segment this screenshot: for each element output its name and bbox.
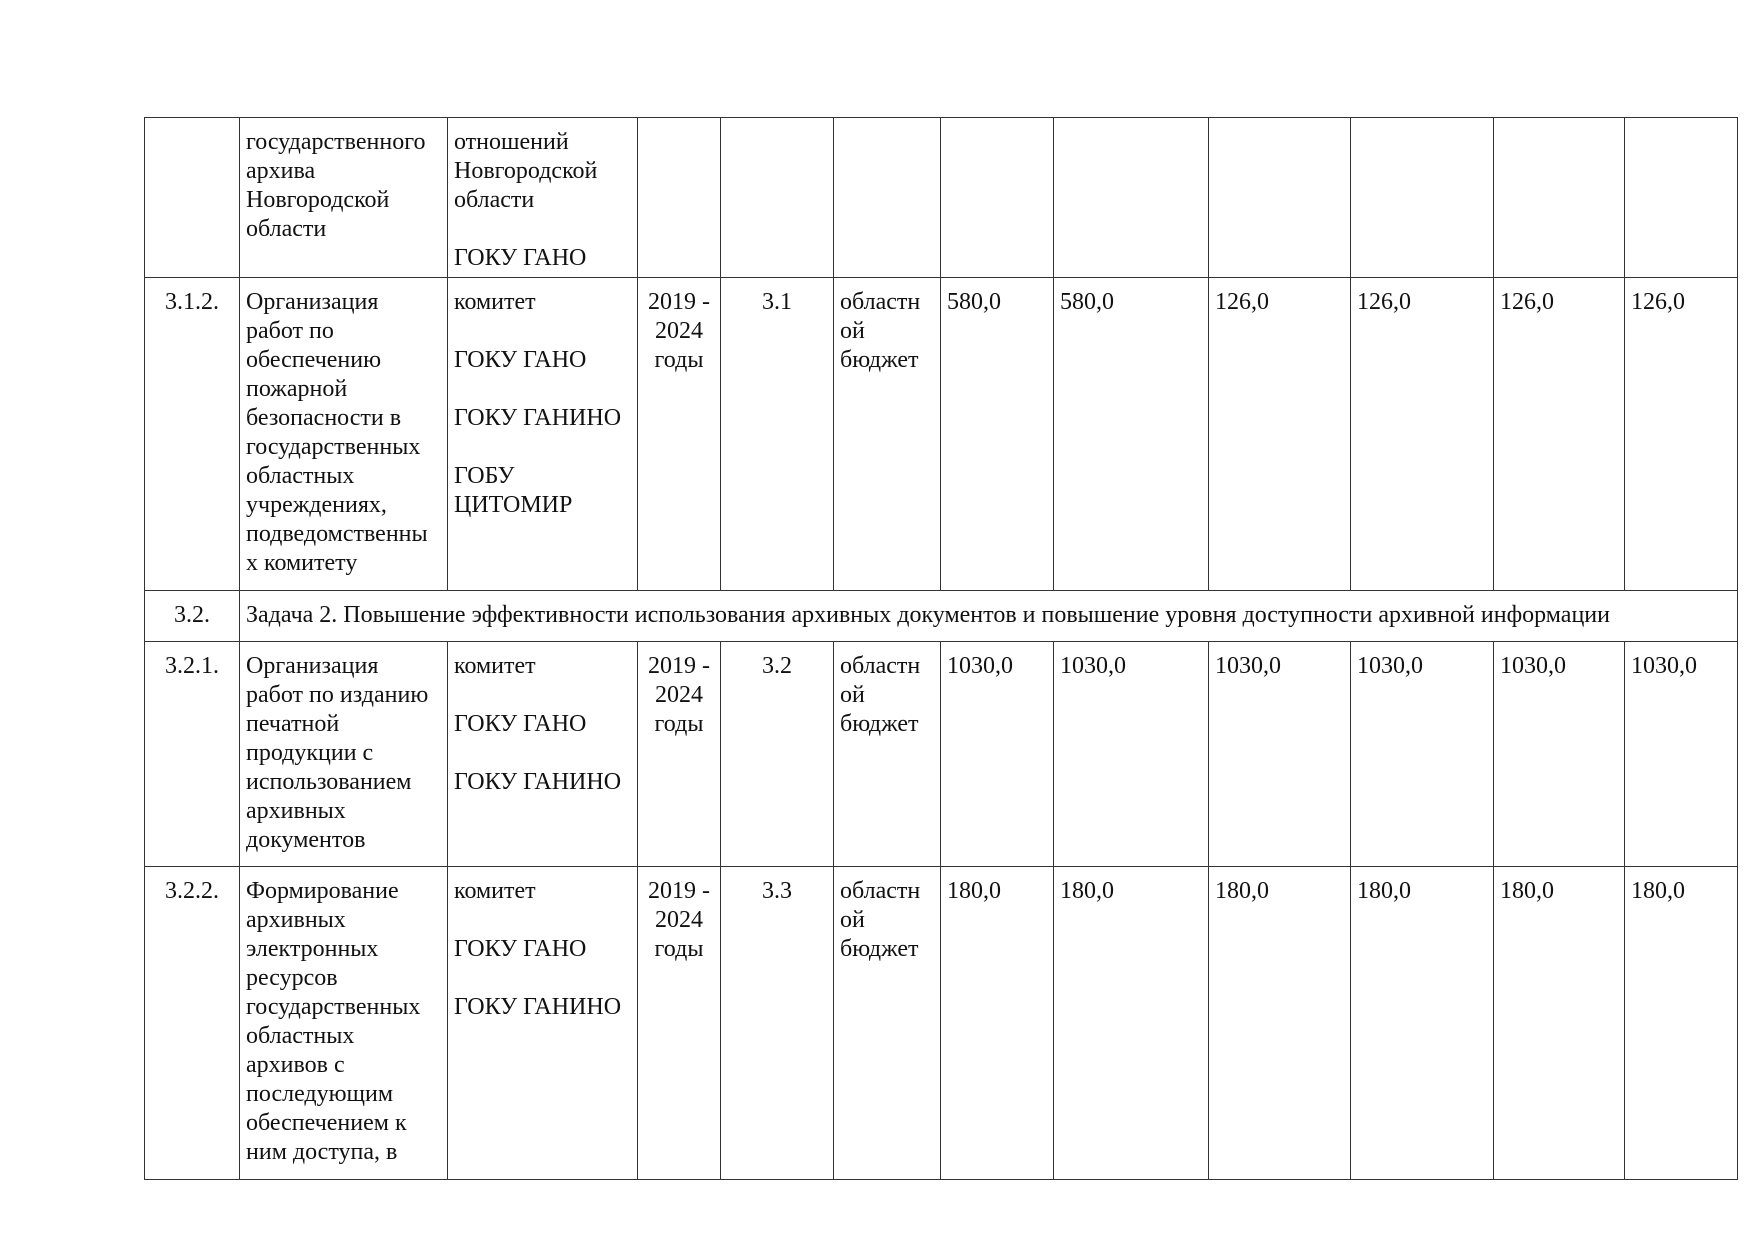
activity-name: Формирование архивных электронных ресурсов государственных областных архивов с последующим обеспечением к ним доступа, в xyxy=(240,867,448,1180)
period xyxy=(638,118,721,278)
executor: ГОКУ ГАНО xyxy=(454,347,587,373)
executor: ГОКУ ГАНИНО xyxy=(454,994,622,1020)
funding-value: 126,0 xyxy=(1351,278,1494,591)
task-title: Задача 2. Повышение эффективности использования архивных документов и повышение уровня доступности архивной информации xyxy=(240,591,1738,642)
task-row xyxy=(145,591,1738,642)
funding-value: 1030,0 xyxy=(1351,642,1494,867)
period: 2019 - 2024 годы xyxy=(638,867,721,1180)
funding-value xyxy=(1494,118,1625,278)
executor: ГОКУ ГАНО xyxy=(454,245,587,271)
executor: ГОКУ ГАНО xyxy=(454,936,587,962)
funding-value xyxy=(941,118,1054,278)
executor: ГОКУ ГАНИНО xyxy=(454,405,622,431)
table-row xyxy=(145,118,1738,278)
activity-name: Организация работ по обеспечению пожарной безопасности в государственных областных учреждениях, подведомственны х комитету xyxy=(240,278,448,591)
funding-value: 180,0 xyxy=(941,867,1054,1180)
row-number: 3.2. xyxy=(145,591,240,642)
funding-source: областн ой бюджет xyxy=(834,278,941,591)
executors-cell xyxy=(448,867,638,1180)
funding-value: 580,0 xyxy=(1054,278,1209,591)
executor: ГОКУ ГАНИНО xyxy=(454,769,622,795)
period: 2019 - 2024 годы xyxy=(638,642,721,867)
indicator-number xyxy=(721,118,834,278)
program-table xyxy=(144,117,1738,1180)
table-row xyxy=(145,642,1738,867)
row-number: 3.2.2. xyxy=(145,867,240,1180)
indicator-number: 3.3 xyxy=(721,867,834,1180)
table-row xyxy=(145,278,1738,591)
funding-value: 1030,0 xyxy=(941,642,1054,867)
executors-cell xyxy=(448,642,638,867)
period: 2019 - 2024 годы xyxy=(638,278,721,591)
funding-value xyxy=(1351,118,1494,278)
funding-source: областн ой бюджет xyxy=(834,642,941,867)
funding-value: 180,0 xyxy=(1625,867,1738,1180)
funding-value: 180,0 xyxy=(1209,867,1351,1180)
funding-value: 126,0 xyxy=(1494,278,1625,591)
funding-value: 126,0 xyxy=(1625,278,1738,591)
funding-value: 1030,0 xyxy=(1209,642,1351,867)
funding-value: 580,0 xyxy=(941,278,1054,591)
funding-value xyxy=(1625,118,1738,278)
executor: отношений Новгородской области xyxy=(454,129,598,213)
funding-value xyxy=(1054,118,1209,278)
executor: комитет xyxy=(454,653,536,679)
funding-value: 1030,0 xyxy=(1625,642,1738,867)
funding-value xyxy=(1209,118,1351,278)
funding-value: 180,0 xyxy=(1351,867,1494,1180)
executor: ГОКУ ГАНО xyxy=(454,711,587,737)
funding-value: 1030,0 xyxy=(1054,642,1209,867)
row-number: 3.2.1. xyxy=(145,642,240,867)
executors-cell xyxy=(448,118,638,278)
row-number xyxy=(145,118,240,278)
funding-source: областн ой бюджет xyxy=(834,867,941,1180)
executor: ГОБУ ЦИТОМИР xyxy=(454,463,573,518)
activity-name: Организация работ по изданию печатной продукции с использованием архивных документов xyxy=(240,642,448,867)
row-number: 3.1.2. xyxy=(145,278,240,591)
executors-cell xyxy=(448,278,638,591)
executor: комитет xyxy=(454,878,536,904)
funding-value: 126,0 xyxy=(1209,278,1351,591)
funding-value: 180,0 xyxy=(1054,867,1209,1180)
funding-value: 180,0 xyxy=(1494,867,1625,1180)
funding-value: 1030,0 xyxy=(1494,642,1625,867)
activity-name: государственного архива Новгородской области xyxy=(240,118,448,278)
funding-source xyxy=(834,118,941,278)
executor: комитет xyxy=(454,289,536,315)
table-row xyxy=(145,867,1738,1180)
indicator-number: 3.1 xyxy=(721,278,834,591)
indicator-number: 3.2 xyxy=(721,642,834,867)
